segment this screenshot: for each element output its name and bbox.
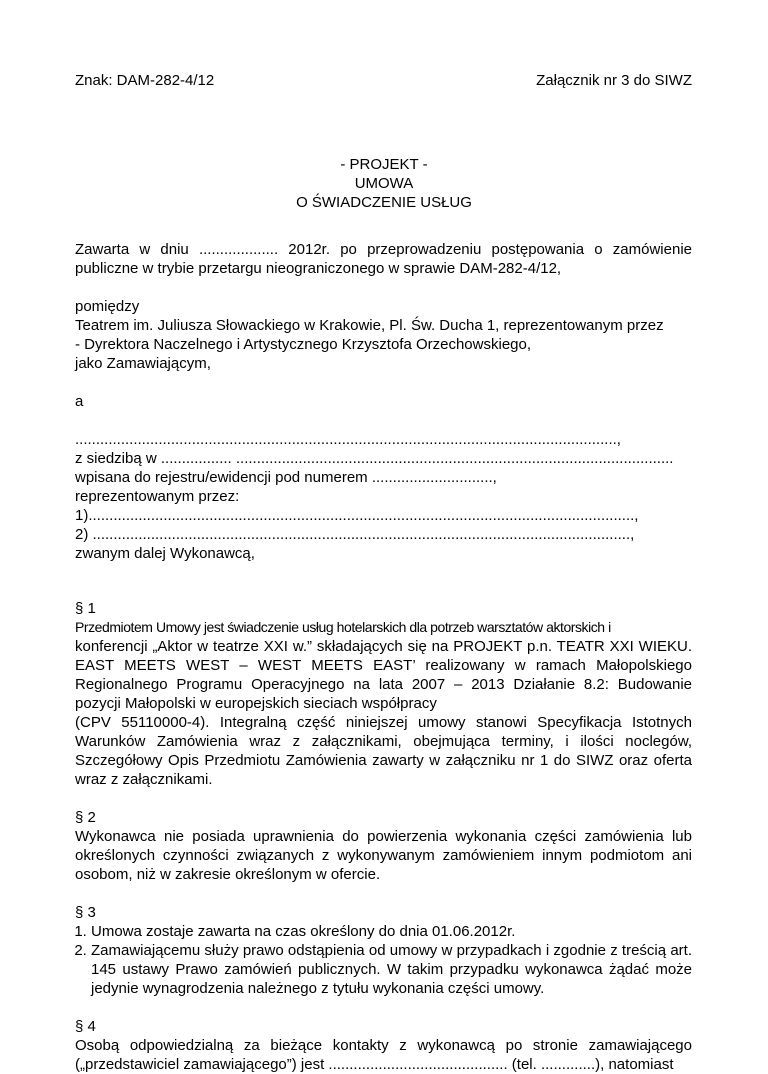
section-1-text-continued: (CPV 55110000-4). Integralną część niniejszej umowy stanowi Specyfikacja Istotnych Warunków Zamówienia wraz z załącznikami, obejmująca terminy, i ilości noclegów, Szczegółowy Opis Przedmiotu Zamówienia zawarty w załączniku nr 1 do SIWZ oraz oferta wraz z załącznikami. [75,714,692,788]
section-4 [75,1017,692,1074]
section-3-list [75,922,692,998]
section-1-lead: Przedmiotem Umowy jest świadczenie usług hotelarskich dla potrzeb warsztatów aktorskich i [75,619,611,635]
section-heading: § 2 [75,809,96,826]
between-label: pomiędzy [75,298,140,315]
and-label: a [75,393,84,410]
title-contract: UMOWA [354,175,414,192]
section-2-text: Wykonawca nie posiada uprawnienia do powierzenia wykonania części zamówienia lub określonych czynności związanych z wykonywanym zamówieniem innym podmiotom ani osobom, niż w zakresie określonym w ofercie. [75,828,692,883]
ordering-party-director: - Dyrektora Naczelnego i Artystycznego Krzysztofa Orzechowskiego, [75,336,532,353]
list-item: 1. Umowa zostaje zawarta na czas określony do dnia 01.06.2012r. [91,922,692,941]
contractor-role: zwanym dalej Wykonawcą, [75,545,255,562]
section-2 [75,808,692,884]
section-heading: § 1 [75,600,96,617]
parties-block [75,297,692,563]
section-1 [75,599,692,789]
section-heading: § 3 [75,904,96,921]
representative-2-line: 2) ................................................................................................................................., [75,526,635,543]
attachment-label: Załącznik nr 3 do SIWZ [536,72,692,89]
section-4-text: Osobą odpowiedzialną za bieżące kontakty z wykonawcą po stronie zamawiającego („przedstawiciel zamawiającego”) jest ........................................... (tel. .............), natomiast [75,1037,692,1073]
contractor-registry-line: wpisana do rejestru/ewidencji pod numerem ............................., [75,469,497,486]
title-project: - PROJEKT - [340,156,428,173]
title-subject: O ŚWIADCZENIE USŁUG [296,194,472,211]
contractor-seat-line: z siedzibą w ................. ......................................................................................................... [75,450,674,467]
section-3 [75,903,692,998]
represented-by-label: reprezentowanym przez: [75,488,240,505]
reference-number: Znak: DAM-282-4/12 [75,72,215,89]
section-1-text: konferencji „Aktor w teatrze XXI w.” składających się na PROJEKT p.n. TEATR XXI WIEKU. EAST MEETS WEST – WEST MEETS EAST’ realizowany w ramach Małopolskiego Regionalnego Programu Operacyjnego na lata 2007 – 2013 Działanie 8.2: Budowanie pozycji Małopolski w europejskich sieciach współpracy [75,638,692,712]
contractor-name-line: .................................................................................................................................., [75,431,621,448]
representative-1-line: 1)..................................................................................................................................., [75,507,639,524]
document-body [75,240,692,1074]
intro-paragraph: Zawarta w dniu ................... 2012r. po przeprowadzeniu postępowania o zamówienie publiczne w trybie przetargu nieograniczonego w sprawie DAM-282-4/12, [75,241,692,277]
ordering-party-role: jako Zamawiającym, [75,355,211,372]
section-heading: § 4 [75,1018,96,1035]
list-item: 2. Zamawiającemu służy prawo odstąpienia od umowy w przypadkach i zgodnie z treścią art. 145 ustawy Prawo zamówień publicznych. W takim przypadku wykonawca żądać może jedynie wynagrodzenia należnego z tytułu wykonania części umowy. [91,941,692,998]
document-title [0,155,768,212]
ordering-party-line: Teatrem im. Juliusza Słowackiego w Krakowie, Pl. Św. Ducha 1, reprezentowanym przez [75,317,664,334]
